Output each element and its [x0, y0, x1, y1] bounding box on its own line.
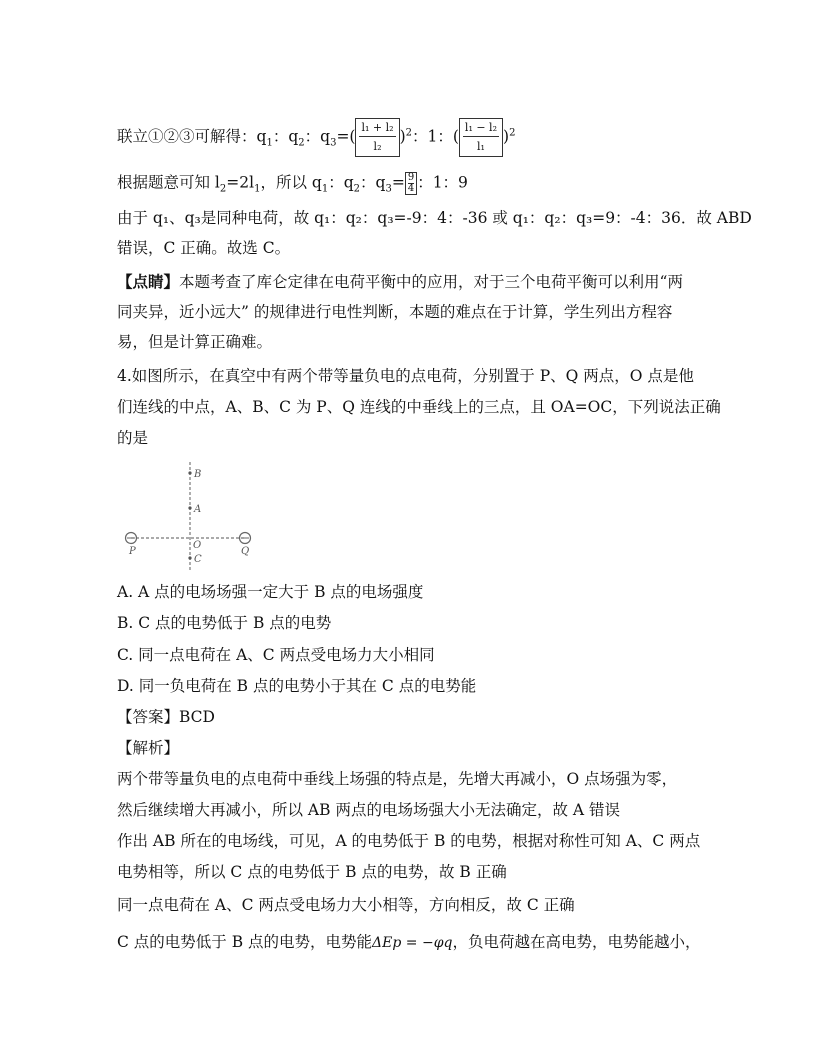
analysis-line-4: 电势相等，所以 C 点的电势低于 B 点的电势，故 B 正确: [117, 863, 507, 881]
solution-line-3: 由于 q₁、q₃是同种电荷，故 q₁：q₂：q₃=-9：4：-36 或 q₁：q₂：q₃=9：-4：36．故 ABD: [117, 209, 752, 227]
text: =: [391, 173, 405, 192]
text: ): [399, 127, 406, 146]
subscript: 2: [298, 137, 305, 149]
fraction-2: [459, 118, 503, 157]
text: ：q: [272, 127, 299, 146]
subscript: 1: [266, 137, 273, 149]
subscript: 3: [330, 137, 337, 149]
label-c: C: [194, 554, 202, 565]
analysis-line-1: 两个带等量负电的点电荷中垂线上场强的特点是，先增大再减小，O 点场强为零，: [117, 770, 678, 788]
text: 联立①②③可解得：q: [117, 127, 267, 146]
option-c: C. 同一点电荷在 A、C 两点受电场力大小相同: [117, 646, 435, 664]
question-line-2: 们连线的中点，A、B、C 为 P、Q 连线的中垂线上的三点，且 OA=OC，下列说法正确: [117, 398, 721, 416]
fraction-numerator: l₁ + l₂: [359, 120, 395, 137]
text: ：q: [304, 127, 331, 146]
text: ，负电荷越在高电势，电势能越小，: [452, 933, 701, 951]
text: ：q: [328, 173, 354, 192]
subscript: 3: [385, 183, 392, 195]
option-a: A. A 点的电场场强一定大于 B 点的电场强度: [117, 583, 424, 601]
analysis-line-5: 同一点电荷在 A、C 两点受电场力大小相等，方向相反，故 C 正确: [117, 896, 575, 914]
charge-diagram: [117, 462, 277, 572]
solution-line-1: [117, 118, 515, 157]
analysis-line-6: [117, 932, 700, 953]
superscript: 2: [405, 127, 412, 139]
fraction-denominator: l₂: [373, 140, 382, 153]
analysis-line-3: 作出 AB 所在的电场线，可见，A 的电势低于 B 的电势，根据对称性可知 A、C 两点: [117, 832, 701, 850]
option-b: B. C 点的电势低于 B 点的电势: [117, 614, 332, 632]
fraction-denominator: 4: [407, 183, 415, 194]
option-d: D. 同一负电荷在 B 点的电势小于其在 C 点的电势能: [117, 677, 477, 695]
fraction-numerator: l₁ − l₂: [463, 120, 499, 137]
text: ：q: [360, 173, 386, 192]
fraction-3: [405, 172, 417, 195]
text: =2l: [226, 173, 255, 192]
label-p: P: [129, 546, 136, 557]
text: 本题考查了库仑定律在电荷平衡中的应用，对于三个电荷平衡可以利用“两: [179, 273, 683, 291]
text: ：1：9: [417, 173, 468, 192]
text: ，所以 q: [260, 173, 322, 192]
text: =(: [336, 127, 356, 146]
fraction-1: [355, 118, 399, 157]
subscript: 1: [321, 183, 329, 195]
text: C 点的电势低于 B 点的电势，电势能: [117, 933, 373, 951]
question-line-3: 的是: [117, 429, 149, 447]
comment-line-3: 易，但是计算正确难。: [117, 333, 273, 351]
label-q: Q: [241, 546, 250, 557]
answer-line: 【答案】BCD: [117, 708, 215, 726]
analysis-line-2: 然后继续增大再减小，所以 AB 两点的电场场强大小无法确定，故 A 错误: [117, 801, 620, 819]
comment-line-2: 同夹异，近小远大” 的规律进行电性判断，本题的难点在于计算，学生列出方程容: [117, 303, 673, 321]
label-o: O: [193, 540, 202, 551]
solution-line-2: [117, 172, 468, 200]
subscript: 2: [219, 183, 227, 195]
solution-line-4: 错误，C 正确。故选 C。: [117, 239, 291, 257]
subscript: 1: [254, 183, 261, 195]
label-a: A: [194, 504, 202, 515]
point-a: [188, 506, 191, 509]
point-b: [188, 471, 191, 474]
comment-label: 【点睛】: [117, 272, 180, 291]
text: ): [503, 127, 510, 146]
comment-line-1: [117, 272, 683, 292]
text: ：1：(: [412, 127, 459, 146]
analysis-heading: 【解析】: [117, 739, 180, 757]
superscript: 2: [509, 127, 516, 139]
fraction-numerator: 9: [407, 172, 415, 183]
question-line-1: 4.如图所示，在真空中有两个带等量负电的点电荷，分别置于 P、Q 两点，O 点是他: [117, 367, 694, 385]
fraction-denominator: l₁: [476, 140, 485, 153]
equation: ΔEp = −φq: [372, 935, 453, 951]
charge-diagram-svg: [117, 462, 277, 572]
text: 根据题意可知 l: [117, 173, 220, 192]
label-b: B: [194, 469, 202, 480]
subscript: 2: [353, 183, 360, 195]
point-c: [188, 556, 191, 559]
